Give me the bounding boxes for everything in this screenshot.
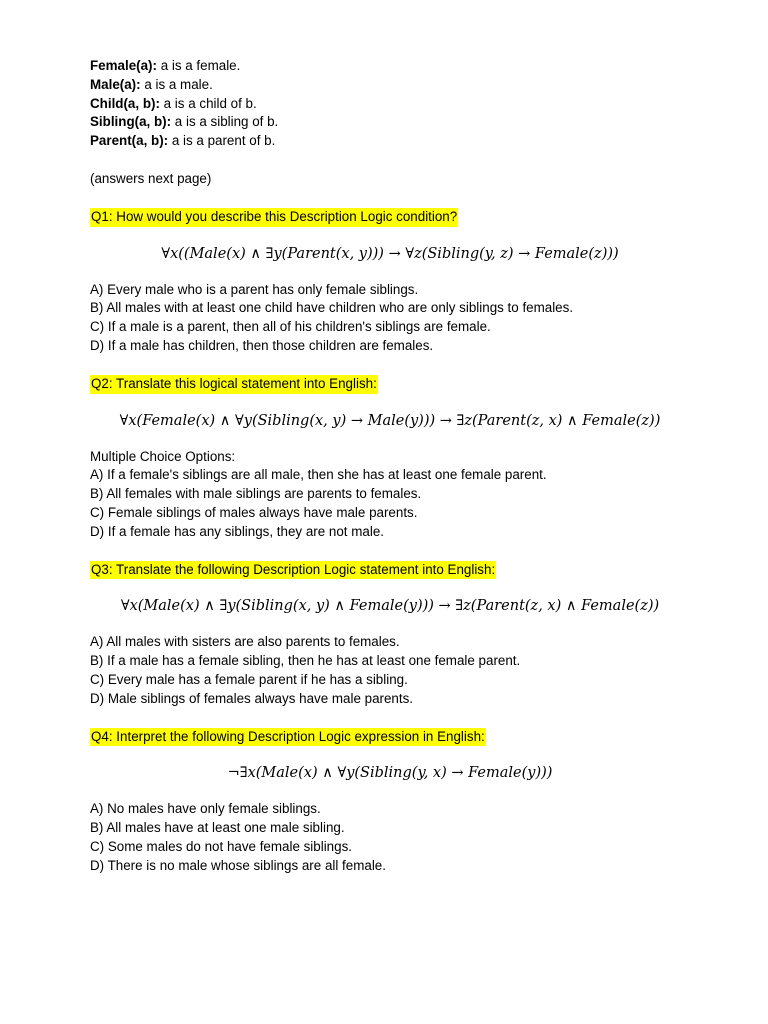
option-b: B) If a male has a female sibling, then he has at least one female parent.: [90, 653, 521, 669]
question-title: Q1: How would you describe this Description Logic condition?: [90, 208, 458, 227]
question-formula: ∀x((Male(x) ∧ ∃y(Parent(x, y))) → ∀z(Sibling(y, z) → Female(z))): [161, 245, 619, 262]
answers-note: (answers next page): [90, 170, 212, 186]
definition-desc: a is a female.: [156, 58, 241, 73]
question-formula: ¬∃x(Male(x) ∧ ∀y(Sibling(y, x) → Female(y))): [227, 765, 553, 782]
options-intro: Multiple Choice Options:: [90, 448, 236, 464]
definition-parent: [90, 132, 690, 151]
definition-child: [90, 95, 690, 114]
answer-options: [90, 800, 690, 875]
option-d: D) Male siblings of females always have male parents.: [90, 690, 414, 706]
option-c: C) Female siblings of males always have male parents.: [90, 504, 418, 520]
definition-desc: a is a sibling of b.: [171, 114, 279, 130]
question-3: [90, 561, 690, 709]
definition-male: [90, 76, 690, 95]
definition-sibling: [90, 113, 690, 132]
document-page: [90, 57, 690, 876]
option-a: A) All males with sisters are also parents to females.: [90, 634, 400, 650]
definition-term: Female(a):: [90, 58, 157, 73]
definition-desc: a is a parent of b.: [168, 133, 276, 149]
definition-female: [90, 57, 690, 76]
definition-term: Parent(a, b):: [90, 133, 169, 149]
option-c: C) If a male is a parent, then all of his children's siblings are female.: [90, 319, 491, 335]
predicate-definitions: [90, 57, 690, 151]
definition-term: Male(a):: [90, 76, 141, 92]
option-b: B) All males with at least one child have children who are only siblings to females.: [90, 300, 574, 316]
option-c: C) Every male has a female parent if he has a sibling.: [90, 671, 408, 687]
option-a: A) If a female's siblings are all male, then she has at least one female parent.: [90, 467, 547, 483]
option-a: A) Every male who is a parent has only female siblings.: [90, 281, 419, 297]
option-d: D) If a male has children, then those children are females.: [90, 337, 434, 353]
question-title: Q4: Interpret the following Description Logic expression in English:: [90, 728, 486, 747]
definition-term: Sibling(a, b):: [90, 114, 172, 130]
question-4: [90, 728, 690, 876]
question-title: Q3: Translate the following Description Logic statement into English:: [90, 561, 496, 580]
option-b: B) All females with male siblings are parents to females.: [90, 486, 422, 502]
definition-desc: a is a child of b.: [159, 95, 257, 111]
answer-options: [90, 281, 690, 356]
option-b: B) All males have at least one male sibling.: [90, 820, 345, 836]
definition-term: Child(a, b):: [90, 95, 160, 111]
option-c: C) Some males do not have female siblings.: [90, 838, 352, 854]
answer-options: [90, 448, 690, 542]
question-formula: ∀x(Male(x) ∧ ∃y(Sibling(x, y) ∧ Female(y))) → ∃z(Parent(z, x) ∧ Female(z)): [120, 598, 660, 615]
answer-options: [90, 633, 690, 708]
question-2: [90, 375, 690, 542]
question-title: Q2: Translate this logical statement into English:: [90, 375, 378, 394]
option-d: D) If a female has any siblings, they are not male.: [90, 523, 384, 539]
question-1: [90, 208, 690, 356]
definition-desc: a is a male.: [140, 76, 213, 92]
option-d: D) There is no male whose siblings are all female.: [90, 857, 386, 873]
question-formula: ∀x(Female(x) ∧ ∀y(Sibling(x, y) → Male(y))) → ∃z(Parent(z, x) ∧ Female(z)): [119, 412, 661, 429]
option-a: A) No males have only female siblings.: [90, 801, 321, 817]
